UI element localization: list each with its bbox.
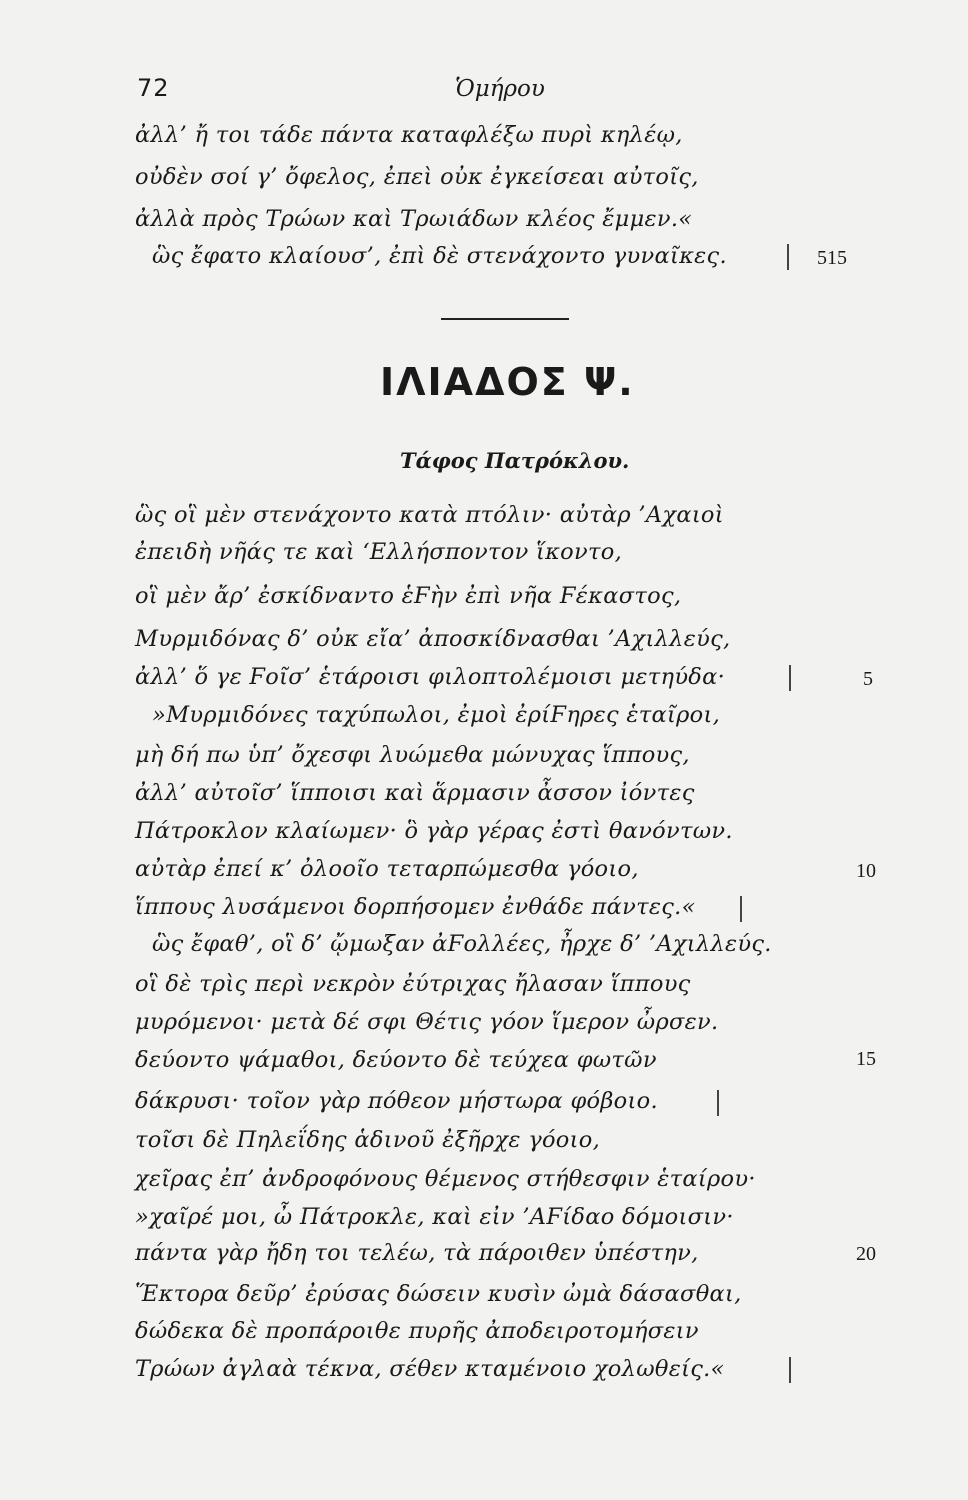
line-divider-bar [789, 665, 791, 691]
verse-line: οἳ μὲν ἄρ’ ἐσκίδναντο ἑϜὴν ἐπὶ νῆα Ϝέκαστος, [135, 583, 682, 609]
verse-line: δώδεκα δὲ προπάροιθε πυρῆς ἀποδειροτομήσειν [135, 1318, 699, 1344]
verse-line: ὣς οἳ μὲν στενάχοντο κατὰ πτόλιν· αὐτὰρ ’Αχαιοὶ [135, 502, 724, 528]
section-rule [441, 318, 569, 320]
verse-line: χεῖρας ἐπ’ ἀνδροφόνους θέμενος στήθεσφιν ἑταίρου· [135, 1166, 756, 1192]
running-head: Ὁμήρου [455, 76, 545, 102]
book-subtitle: Τάφος Πατρόκλου. [400, 448, 630, 473]
line-number: 5 [863, 668, 873, 690]
verse-line: ἀλλ’ ὅ γε Ϝοῖσ’ ἑτάροισι φιλοπτολέμοισι μετηύδα· [135, 664, 726, 690]
verse-line: οἳ δὲ τρὶς περὶ νεκρὸν ἐύτριχας ἤλασαν ἵππους [135, 971, 691, 997]
verse-line: »Μυρμιδόνες ταχύπωλοι, ἐμοὶ ἐρίϜηρες ἑταῖροι, [152, 702, 721, 728]
line-divider-bar [740, 896, 742, 922]
verse-line: Τρώων ἀγλαὰ τέκνα, σέθεν κταμένοιο χολωθείς.« [135, 1356, 725, 1382]
verse-line: ὣς ἔφατο κλαίουσ’, ἐπὶ δὲ στενάχοντο γυναῖκες. [152, 243, 727, 269]
line-number: 515 [817, 247, 847, 269]
verse-line: ἐπειδὴ νῆάς τε καὶ ‘Ελλήσποντον ἵκοντο, [135, 539, 623, 565]
verse-line: ἀλλ’ αὐτοῖσ’ ἵπποισι καὶ ἅρμασιν ἆσσον ἰόντες [135, 780, 695, 806]
verse-line: τοῖσι δὲ Πηλεΐδης ἁδινοῦ ἐξῆρχε γόοιο, [135, 1127, 601, 1153]
line-number: 15 [856, 1048, 876, 1070]
verse-line: ὣς ἔφαθ’, οἳ δ’ ᾤμωξαν ἀϜολλέες, ἦρχε δ’ ’Αχιλλεύς. [152, 931, 772, 957]
line-divider-bar [789, 1357, 791, 1383]
verse-line: μὴ δή πω ὑπ’ ὄχεσφι λυώμεθα μώνυχας ἵππους, [135, 742, 690, 768]
verse-line: δάκρυσι· τοῖον γὰρ πόθεον μήστωρα φόβοιο. [135, 1088, 658, 1114]
verse-line: μυρόμενοι· μετὰ δέ σφι Θέτις γόον ἵμερον ὦρσεν. [135, 1009, 719, 1035]
verse-line: πάντα γὰρ ἤδη τοι τελέω, τὰ πάροιθεν ὑπέστην, [135, 1240, 699, 1266]
line-number: 10 [856, 860, 876, 882]
verse-line: Ἕκτορα δεῦρ’ ἐρύσας δώσειν κυσὶν ὠμὰ δάσασθαι, [135, 1281, 742, 1307]
line-divider-bar [787, 244, 789, 270]
page-number: 72 [137, 74, 170, 102]
verse-line: ἀλλὰ πρὸς Τρώων καὶ Τρωιάδων κλέος ἔμμεν.« [135, 206, 693, 232]
verse-line: ἀλλ’ ἤ τοι τάδε πάντα καταφλέξω πυρὶ κηλέῳ, [135, 122, 683, 148]
verse-line: οὐδὲν σοί γ’ ὄφελος, ἐπεὶ οὐκ ἐγκείσεαι αὐτοῖς, [135, 164, 699, 190]
line-divider-bar [717, 1090, 719, 1116]
verse-line: ἵππους λυσάμενοι δορπήσομεν ἐνθάδε πάντες.« [135, 894, 696, 920]
line-number: 20 [856, 1243, 876, 1265]
verse-line: »χαῖρέ μοι, ὦ Πάτροκλε, καὶ εἰν ’ΑϜίδαο δόμοισιν· [135, 1204, 734, 1230]
verse-line: Μυρμιδόνας δ’ οὐκ εἴα’ ἀποσκίδνασθαι ’Αχιλλεύς, [135, 626, 731, 652]
verse-line: Πάτροκλον κλαίωμεν· ὃ γὰρ γέρας ἐστὶ θανόντων. [135, 818, 733, 844]
verse-line: δεύοντο ψάμαθοι, δεύοντο δὲ τεύχεα φωτῶν [135, 1047, 657, 1073]
verse-line: αὐτὰρ ἐπεί κ’ ὀλοοῖο τεταρπώμεσθα γόοιο, [135, 856, 639, 882]
book-title: ΙΛΙΑΔΟΣ Ψ. [380, 360, 635, 404]
